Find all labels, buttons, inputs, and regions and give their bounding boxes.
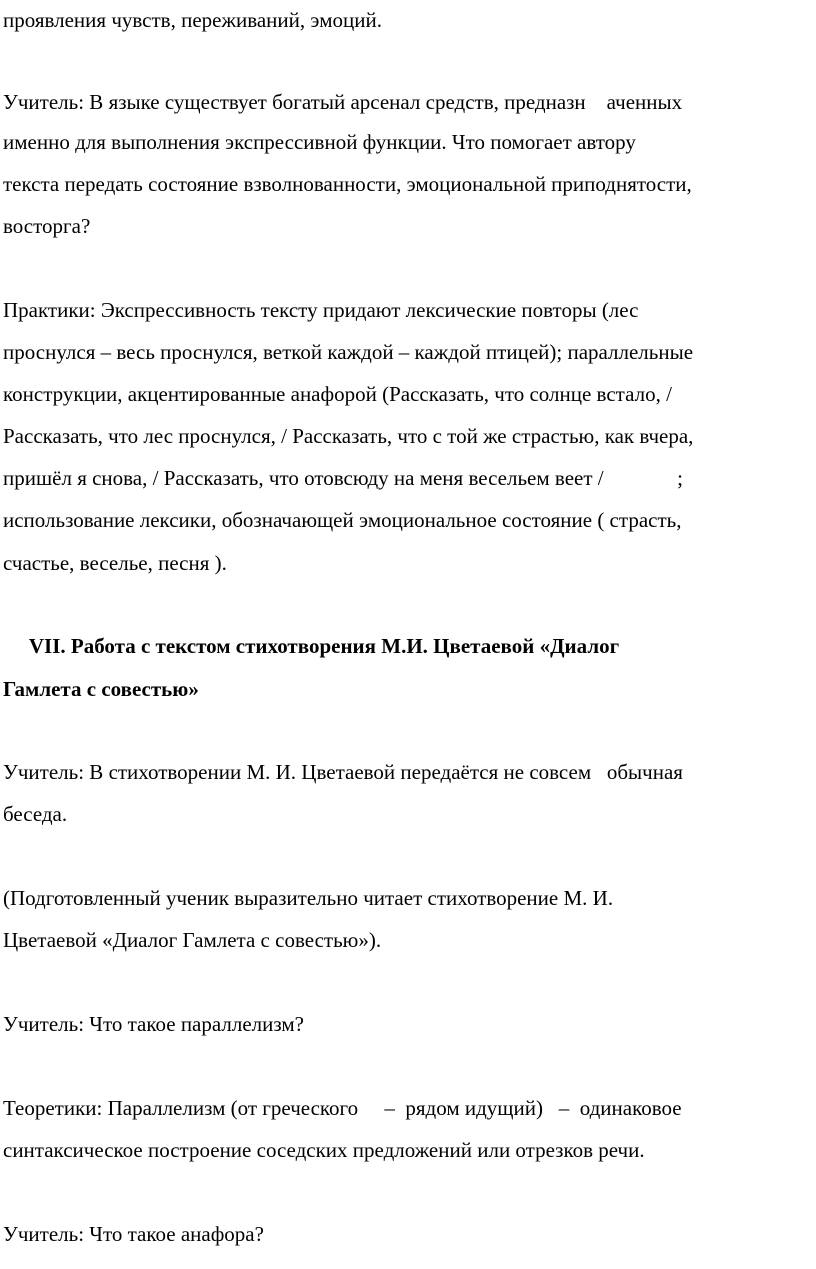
teacher-parallelism-question: Учитель: Что такое параллелизм? [3, 1012, 304, 1036]
teacher-question-line-1: Учитель: В стихотворении М. И. Цветаевой передаётся не совсем обычная [3, 760, 683, 784]
practitioners-line-3: конструкции, акцентированные анафорой (Рассказать, что солнце встало, / [3, 382, 672, 406]
section-heading-line-1: VII. Работа с текстом стихотворения М.И. Цветаевой «Диалог [3, 634, 620, 658]
practitioners-line-6: использование лексики, обозначающей эмоциональное состояние ( страсть, [3, 508, 682, 532]
teacher-line-4: восторга? [3, 214, 91, 238]
theorists-line-2: синтаксическое построение соседских предложений или отрезков речи. [3, 1138, 645, 1162]
teacher-question-line-2: беседа. [3, 802, 68, 826]
practitioners-line-1: Практики: Экспрессивность тексту придают лексические повторы (лес [3, 298, 639, 322]
teacher-line-1: Учитель: В языке существует богатый арсенал средств, предназн аченных [3, 90, 683, 114]
student-reading-line-1: (Подготовленный ученик выразительно читает стихотворение М. И. [3, 886, 614, 910]
practitioners-line-5: пришёл я снова, / Рассказать, что отовсюду на меня весельем веет / ; [3, 466, 683, 490]
practitioners-line-2: проснулся – весь проснулся, веткой каждой – каждой птицей); параллельные [3, 340, 694, 364]
teacher-anaphora-question: Учитель: Что такое анафора? [3, 1222, 264, 1246]
theorists-line-1: Теоретики: Параллелизм (от греческого – рядом идущий) – одинаковое [3, 1096, 682, 1120]
practitioners-line-4: Рассказать, что лес проснулся, / Рассказать, что с той же страстью, как вчера, [3, 424, 694, 448]
text-line-1: проявления чувств, переживаний, эмоций. [3, 8, 382, 32]
section-heading-line-2: Гамлета с совестью» [3, 677, 199, 701]
practitioners-line-7: счастье, веселье, песня ). [3, 551, 227, 575]
student-reading-line-2: Цветаевой «Диалог Гамлета с совестью»). [3, 928, 382, 952]
teacher-line-3: текста передать состояние взволнованности, эмоциональной приподнятости, [3, 172, 692, 196]
teacher-line-2: именно для выполнения экспрессивной функции. Что помогает автору [3, 130, 636, 154]
